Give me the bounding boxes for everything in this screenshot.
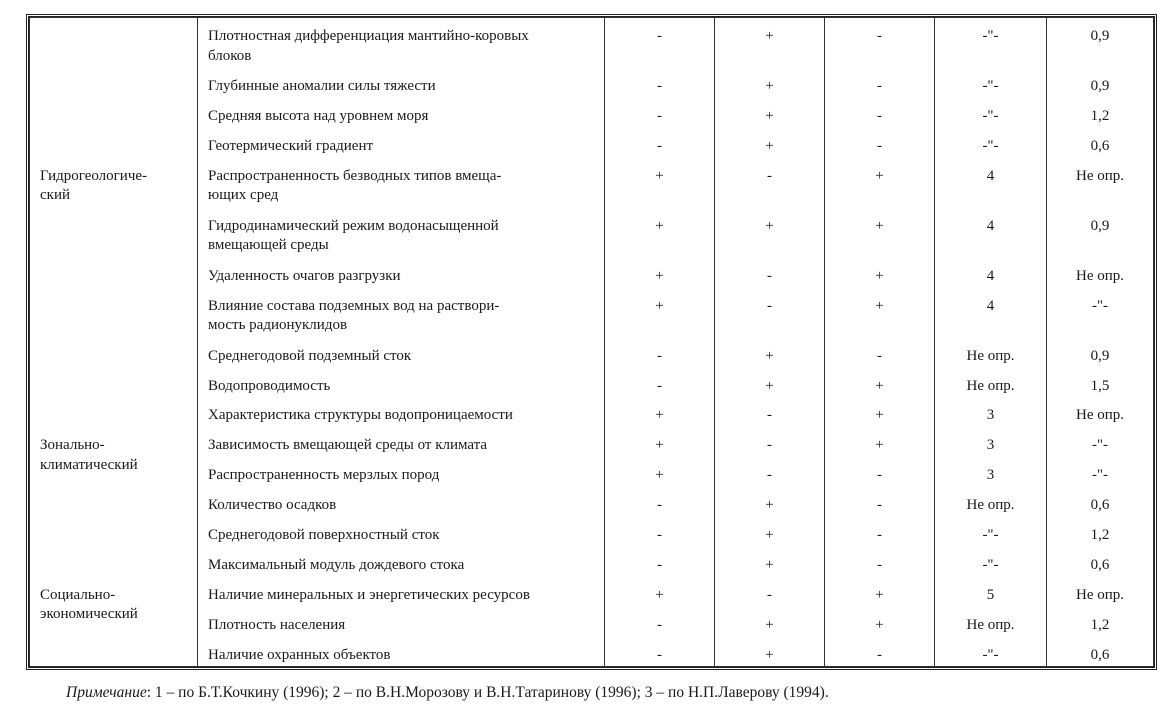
c1-value: - [657,107,662,124]
factors-table [29,17,1154,667]
c1-value: - [657,646,662,663]
c1-value: - [657,527,662,543]
factor-text: Распространенность безводных типов вмеща- [208,167,502,184]
factor-text: Глубинные аномалии силы тяжести [208,78,436,94]
c3-value: + [875,586,884,603]
c3-value: - [877,556,882,573]
source-2-column [715,18,825,667]
c1-value: - [657,347,662,364]
c4-value: -"- [982,107,999,124]
c1-value: + [655,217,664,234]
c2-value: - [767,267,772,284]
factor-text: Удаленность очагов разгрузки [208,267,401,284]
c1-value: + [655,437,664,454]
c4-value: 3 [986,407,995,424]
factor-cell [198,466,604,486]
c5-value: -"- [1091,467,1109,484]
c2-value: + [765,78,774,94]
c2-value: + [765,107,774,124]
c2-value: + [765,217,774,234]
c4-value: -"- [982,28,999,44]
factor-cell [198,586,604,606]
factor-cell [198,167,604,206]
c5-value: Не опр. [1075,586,1125,603]
c5-value: 0,9 [1090,28,1110,44]
c5-value: 0,6 [1090,646,1110,663]
factor-cell [198,107,604,127]
c5-value: -"- [1091,437,1109,454]
c3-value: + [875,167,884,184]
category-text: ский [40,187,70,204]
weight-column [1047,18,1154,667]
c4-value: 4 [986,297,995,314]
c4-value: 4 [986,167,995,184]
c1-value: - [657,616,662,633]
c1-value: + [655,467,664,484]
c3-value: - [877,497,882,514]
c4-value: -"- [982,556,999,573]
c4-value: -"- [982,646,999,663]
category-text: Гидрогеологиче- [40,167,148,184]
source-3-column [825,18,935,667]
c4-value: 5 [986,586,995,603]
c5-value: 1,2 [1090,527,1110,543]
c3-value: - [877,527,882,543]
factor-cell [198,436,604,456]
c2-value: - [767,437,772,454]
c5-value: 1,5 [1090,377,1110,394]
c3-value: + [875,407,884,424]
category-label [40,436,138,475]
c5-value: 0,6 [1090,137,1110,154]
factor-text: Наличие минеральных и энергетических ресурсов [208,586,530,603]
c4-value: Не опр. [966,497,1015,514]
factor-text: Гидродинамический режим водонасыщенной [208,217,499,234]
c2-value: - [767,467,772,484]
c3-value: - [877,28,882,44]
factor-text: Наличие охранных объектов [208,646,391,663]
factor-cell [198,77,604,97]
c1-value: - [657,377,662,394]
c1-value: - [657,78,662,94]
rank-column [935,18,1047,667]
c3-value: - [877,646,882,663]
c2-value: + [765,347,774,364]
factor-cell [198,646,604,666]
factor-text: Водопроводимость [208,377,331,394]
c2-value: - [767,167,772,184]
category-column [30,18,198,667]
c5-value: 0,6 [1090,497,1110,514]
factor-text: блоков [208,47,252,64]
factor-cell [198,406,604,426]
table-frame [26,14,1157,670]
factor-cell [198,526,604,546]
c3-value: + [875,217,884,234]
c2-value: - [767,586,772,603]
c1-value: + [655,267,664,284]
factor-cell [198,556,604,576]
factor-text: вмещающей среды [208,237,329,254]
c5-value: Не опр. [1075,267,1125,284]
factor-cell [198,27,604,66]
c3-value: - [877,467,882,484]
factor-text: Плотностная дифференциация мантийно-коровых [208,28,529,44]
c1-value: + [655,297,664,314]
c2-value: + [765,556,774,573]
c3-value: + [875,377,884,394]
c2-value: + [765,497,774,514]
c4-value: Не опр. [966,347,1015,364]
c3-value: + [875,437,884,454]
category-text: экономический [40,606,138,623]
factor-text: Среднегодовой поверхностный сток [208,527,440,543]
c3-value: + [875,297,884,314]
c2-value: + [765,616,774,633]
factor-cell [198,137,604,157]
c4-value: Не опр. [966,616,1015,633]
factor-text: Характеристика структуры водопроницаемости [208,407,513,424]
factor-cell [198,377,604,397]
c4-value: -"- [982,527,999,543]
c5-value: 1,2 [1090,107,1110,124]
c1-value: + [655,586,664,603]
table-note [66,684,829,702]
c2-value: + [765,646,774,663]
factor-text: Распространенность мерзлых пород [208,467,440,484]
c3-value: + [875,267,884,284]
factor-text: Зависимость вмещающей среды от климата [208,437,488,454]
c3-value: + [875,616,884,633]
factor-text: Плотность населения [208,616,346,633]
note-label: Примечание [66,684,147,701]
c2-value: + [765,527,774,543]
c2-value: + [765,137,774,154]
category-label [40,167,147,206]
c2-value: + [765,377,774,394]
factor-text: Геотермический градиент [208,137,374,154]
c5-value: 0,9 [1090,217,1110,234]
factor-text: Максимальный модуль дождевого стока [208,556,465,573]
c5-value: Не опр. [1075,167,1125,184]
factor-cell [198,267,604,287]
c1-value: - [657,28,662,44]
c5-value: 0,9 [1090,78,1110,94]
factor-column [198,18,605,667]
note-text: : 1 – по Б.Т.Кочкину (1996); 2 – по В.Н.Морозову и В.Н.Татаринову (1996); 3 – по Н.П.Лаверову (1994). [146,684,829,701]
c5-value: Не опр. [1075,407,1125,424]
c2-value: - [767,297,772,314]
factor-cell [198,297,604,336]
c4-value: -"- [982,78,999,94]
category-text: климатический [40,456,138,473]
factor-text: мость радионуклидов [208,317,348,334]
c1-value: - [657,556,662,573]
c1-value: + [655,407,664,424]
c2-value: + [765,28,774,44]
c4-value: 4 [986,267,995,284]
c5-value: 0,6 [1090,556,1110,573]
c5-value: 1,2 [1090,616,1110,633]
c1-value: - [657,497,662,514]
factor-text: Влияние состава подземных вод на раствори- [208,297,500,314]
c4-value: Не опр. [966,377,1015,394]
factor-cell [198,616,604,636]
c1-value: - [657,137,662,154]
c4-value: 4 [986,217,995,234]
c3-value: - [877,78,882,94]
factor-text: Среднегодовой подземный сток [208,347,412,364]
factor-cell [198,496,604,516]
c2-value: - [767,407,772,424]
c5-value: -"- [1091,297,1109,314]
factor-text: Средняя высота над уровнем моря [208,107,429,124]
c3-value: - [877,107,882,124]
factor-text: Количество осадков [208,497,337,514]
factor-cell [198,217,604,256]
category-text: Зонально- [40,437,105,454]
c4-value: -"- [982,137,999,154]
source-1-column [605,18,715,667]
c4-value: 3 [986,467,995,484]
factor-text: ющих сред [208,187,279,204]
c3-value: - [877,137,882,154]
category-label [40,586,138,625]
c3-value: - [877,347,882,364]
c5-value: 0,9 [1090,347,1110,364]
c4-value: 3 [986,437,995,454]
category-text: Социально- [40,586,116,603]
factor-cell [198,347,604,367]
c1-value: + [655,167,664,184]
